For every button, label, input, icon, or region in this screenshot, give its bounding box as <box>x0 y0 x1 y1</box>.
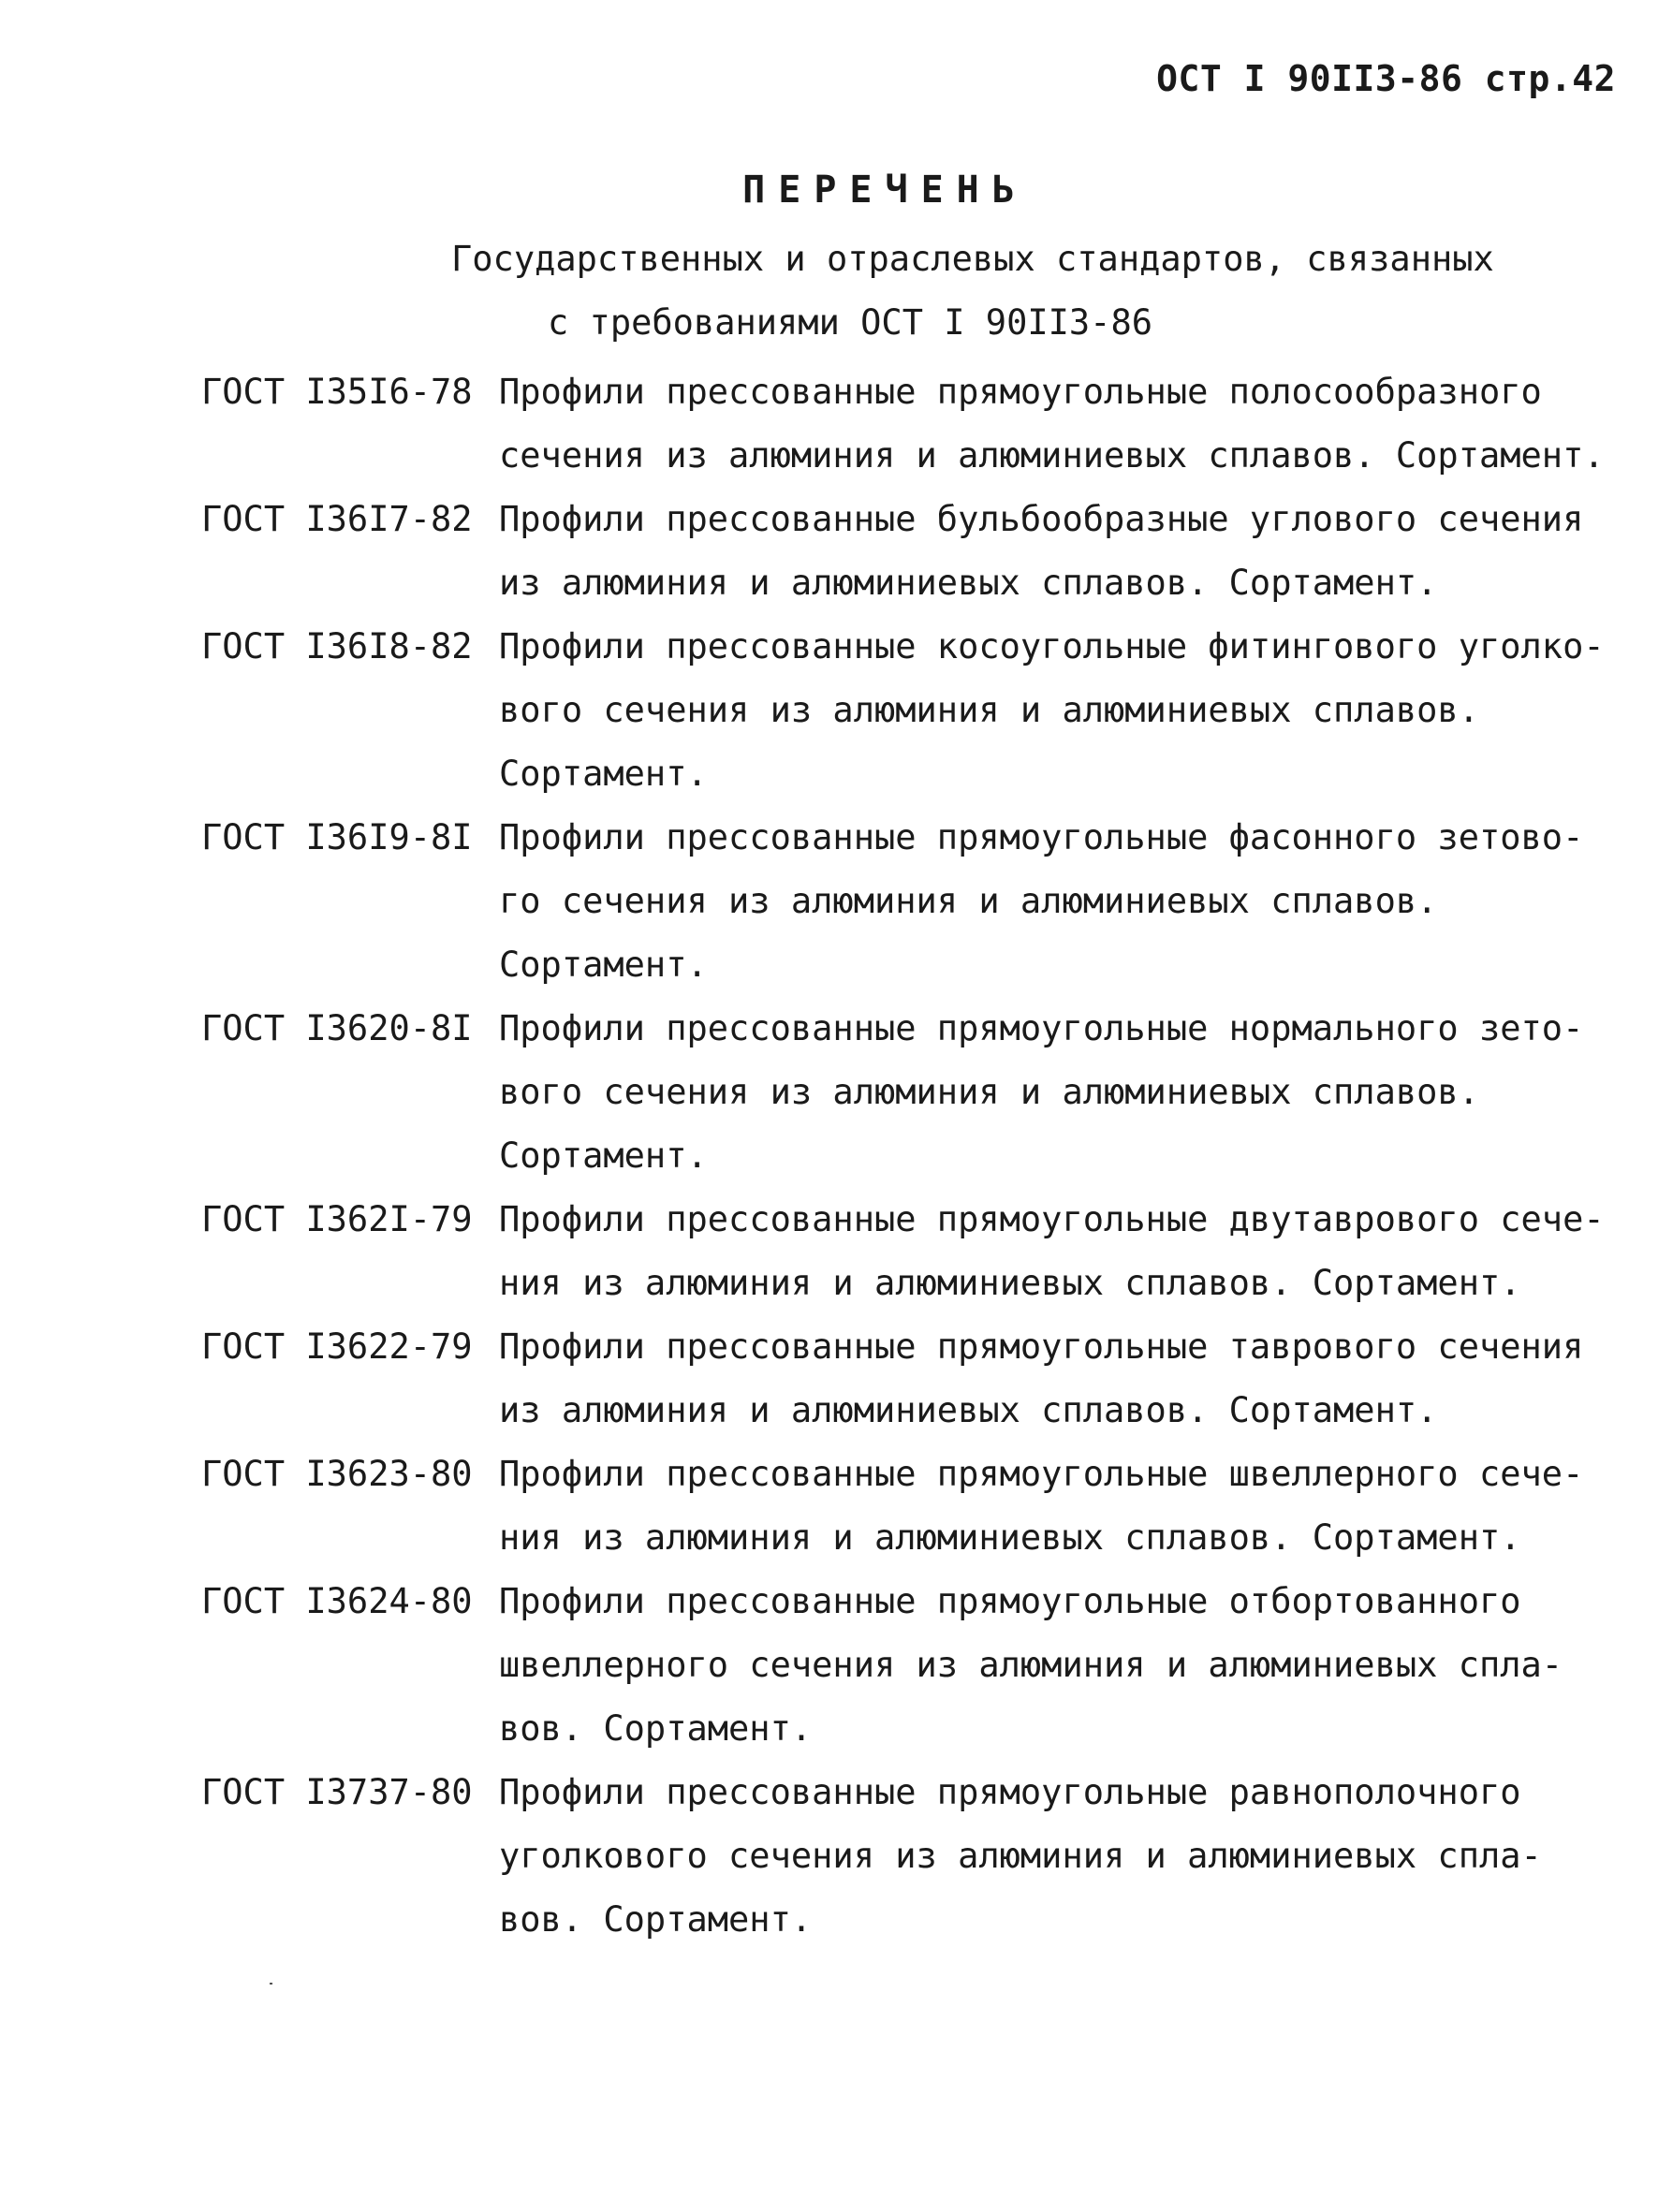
description-line: ния из алюминия и алюминиевых сплавов. Сортамент. <box>499 1517 1521 1558</box>
description-line: уголкового сечения из алюминия и алюминиевых спла- <box>499 1836 1542 1876</box>
list-item <box>201 1315 1584 1443</box>
description-line: Профили прессованные прямоугольные полосообразного <box>499 372 1542 412</box>
description-line: Профили прессованные прямоугольные швеллерного сече- <box>499 1454 1584 1494</box>
description-line: Профили прессованные прямоугольные фасонного зетово- <box>499 817 1584 857</box>
description-line: Профили прессованные прямоугольные отбортованного <box>499 1581 1521 1621</box>
subtitle-line-2: с требованиями ОСТ I 90II3-86 <box>548 302 1153 343</box>
description-line: вого сечения из алюминия и алюминиевых сплавов. <box>499 690 1479 730</box>
standard-description <box>499 488 1583 615</box>
standard-code: ГОСТ I3622-79 <box>201 1326 473 1367</box>
standard-description <box>499 1570 1563 1761</box>
description-line: Сортамент. <box>499 1135 708 1176</box>
description-line: из алюминия и алюминиевых сплавов. Сортамент. <box>499 563 1438 603</box>
list-item <box>201 997 1584 1188</box>
standards-list <box>201 360 1605 1952</box>
standard-code: ГОСТ I3623-80 <box>201 1454 473 1494</box>
standard-code: ГОСТ I3620-8I <box>201 1008 473 1048</box>
description-line: Сортамент. <box>499 754 708 794</box>
standard-description <box>499 615 1605 806</box>
description-line: го сечения из алюминия и алюминиевых сплавов. <box>499 881 1438 921</box>
description-line: Профили прессованные бульбообразные углового сечения <box>499 499 1584 539</box>
page-header-reference: ОСТ I 90II3-86 стр.42 <box>1156 58 1616 99</box>
standard-description <box>499 1443 1583 1570</box>
list-item <box>201 1761 1559 1952</box>
description-line: Профили прессованные прямоугольные таврового сечения <box>499 1326 1584 1367</box>
list-item <box>201 615 1605 806</box>
standard-code: ГОСТ I362I-79 <box>201 1199 473 1239</box>
list-item <box>201 488 1584 615</box>
description-line: Профили прессованные косоугольные фитингового уголко- <box>499 626 1605 667</box>
description-line: Профили прессованные прямоугольные нормального зето- <box>499 1008 1584 1048</box>
standard-code: ГОСТ I3624-80 <box>201 1581 473 1621</box>
subtitle-line-1: Государственных и отраслевых стандартов, связанных <box>451 239 1494 279</box>
description-line: вов. Сортамент. <box>499 1708 813 1749</box>
description-line: Профили прессованные прямоугольные двутаврового сече- <box>499 1199 1605 1239</box>
description-line: Сортамент. <box>499 945 708 985</box>
list-item <box>201 1443 1584 1570</box>
scan-speck <box>270 1983 272 1985</box>
description-line: швеллерного сечения из алюминия и алюминиевых спла- <box>499 1645 1563 1685</box>
standard-code: ГОСТ I35I6-78 <box>201 372 473 412</box>
standard-code: ГОСТ I36I9-8I <box>201 817 473 857</box>
standard-description <box>499 1188 1605 1315</box>
standard-code: ГОСТ I36I8-82 <box>201 626 473 667</box>
description-line: Профили прессованные прямоугольные равнополочного <box>499 1772 1521 1812</box>
standard-description <box>499 997 1583 1188</box>
standard-description <box>499 360 1605 488</box>
list-item <box>201 806 1584 997</box>
description-line: вого сечения из алюминия и алюминиевых сплавов. <box>499 1072 1479 1112</box>
list-item <box>201 1570 1563 1761</box>
standard-description <box>499 806 1583 997</box>
description-line: из алюминия и алюминиевых сплавов. Сортамент. <box>499 1390 1438 1430</box>
description-line: ния из алюминия и алюминиевых сплавов. Сортамент. <box>499 1263 1521 1303</box>
list-item <box>201 360 1605 488</box>
standard-code: ГОСТ I36I7-82 <box>201 499 473 539</box>
standard-description <box>499 1315 1583 1443</box>
description-line: сечения из алюминия и алюминиевых сплавов. Сортамент. <box>499 435 1605 476</box>
list-item <box>201 1188 1605 1315</box>
page-title: ПЕРЕЧЕНЬ <box>742 168 1028 212</box>
description-line: вов. Сортамент. <box>499 1899 813 1940</box>
standard-description <box>499 1761 1559 1952</box>
standard-code: ГОСТ I3737-80 <box>201 1772 473 1812</box>
